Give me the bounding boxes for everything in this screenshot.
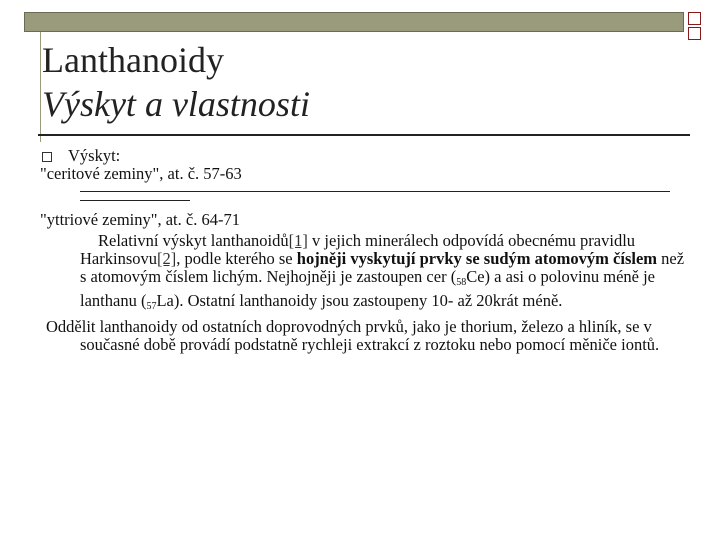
square-bullet-icon bbox=[42, 152, 52, 162]
yttriove-line: "yttriové zeminy", at. č. 64-71 bbox=[40, 210, 240, 229]
bold-emphasis: hojněji vyskytují prvky se sudým atomovým číslem bbox=[296, 249, 658, 268]
ceritove-line: "ceritové zeminy", at. č. 57-63 bbox=[40, 164, 242, 183]
slide-top-bar bbox=[24, 12, 684, 32]
slide-title bbox=[42, 38, 310, 126]
corner-square-top bbox=[688, 12, 701, 25]
corner-square-bottom bbox=[688, 27, 701, 40]
reference-link-1[interactable]: [1] bbox=[288, 231, 308, 250]
slide-body bbox=[40, 147, 690, 354]
paragraph-separation: Oddělit lanthanoidy od ostatních doprovodných prvků, jako je thorium, železo a hliník, se v současné době provádí podstatně rychleji extrakcí z roztoku nebo pomocí měniče iontů. bbox=[46, 317, 660, 354]
heading-row bbox=[40, 147, 690, 165]
paragraph-relative-occurrence: Relativní výskyt lanthanoidů[1] v jejich minerálech odpovídá obecnému pravidlu Harkinsovu[2], podle kterého se hojněji vyskytují prvky se sudým atomovým číslem než s atomovým číslem lichým. Nejhojněji je zastoupen cer $(_{58}Ce)$ a asi o polovinu méně je lanthanu $(_{57}La)$. Ostatní lanthanoidy jsou zastoupeny 10- až 20krát méně. bbox=[80, 231, 685, 312]
title-divider bbox=[38, 134, 690, 136]
title-line-1: Lanthanoidy bbox=[42, 40, 224, 80]
title-line-2: Výskyt a vlastnosti bbox=[42, 84, 310, 124]
heading-vyskyt: Výskyt: bbox=[68, 146, 121, 165]
reference-link-2[interactable]: [2] bbox=[157, 249, 177, 268]
blank-line-short bbox=[80, 192, 190, 201]
left-accent-line bbox=[40, 32, 41, 142]
blank-line-long bbox=[80, 183, 670, 192]
underline-placeholder bbox=[80, 183, 670, 201]
